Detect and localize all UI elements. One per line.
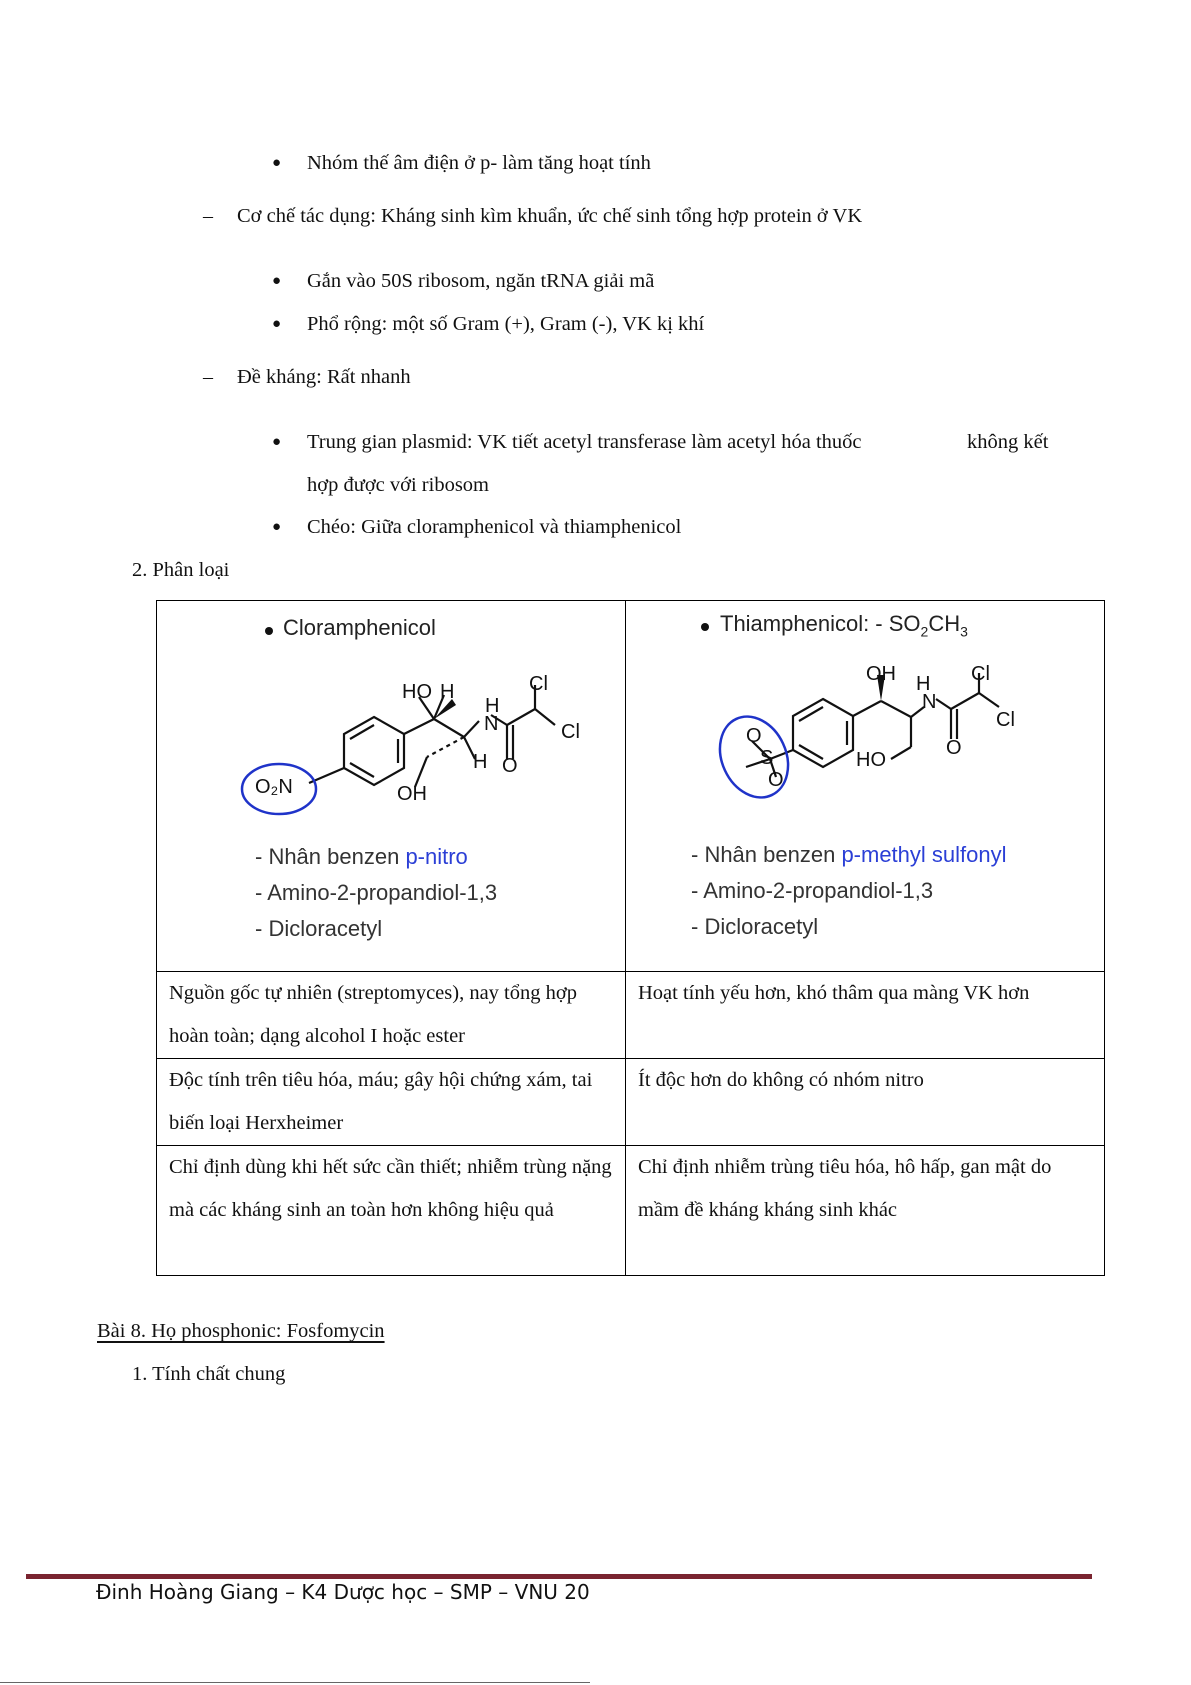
feature-text: - Amino-2-propandiol-1,3 [255, 880, 498, 905]
bullet-text: Nhóm thế âm điện ở p- làm tăng hoạt tính [307, 152, 651, 174]
table-cell: Ít độc hơn do không có nhóm nitro [626, 1059, 1105, 1146]
atom-cl: Cl [996, 709, 1015, 731]
atom-oh: OH [866, 663, 896, 685]
bullet-text: Phổ rộng: một số Gram (+), Gram (-), VK kị khí [307, 313, 705, 335]
atom-h: H [485, 695, 500, 717]
dash-mark: – [203, 366, 213, 388]
bullet-text: Chéo: Giữa cloramphenicol và thiamphenicol [307, 516, 682, 538]
atom-o: O [502, 755, 518, 777]
atom-oh: OH [397, 783, 427, 805]
title-text: Thiamphenicol: - SO [720, 611, 921, 636]
bullet-dot: ● [272, 519, 282, 535]
atom-ho: HO [856, 749, 886, 771]
structure-features [255, 839, 497, 947]
atom-cl: Cl [561, 721, 580, 743]
atom-cl: Cl [529, 673, 548, 695]
table-row [157, 1146, 1105, 1276]
atom-n: N [922, 691, 937, 713]
page-footer: Đinh Hoàng Giang – K4 Dược học – SMP – VNU 20 [96, 1580, 590, 1604]
structure-cell-right [626, 601, 1105, 972]
bullet-text: Trung gian plasmid: VK tiết acetyl transferase làm acetyl hóa thuốc [307, 431, 862, 453]
table-row [157, 1059, 1105, 1146]
footer-rule [26, 1574, 1092, 1579]
feature-text: - Dicloracetyl [255, 916, 383, 941]
structure-features [691, 837, 1007, 945]
page-edge-line [0, 1682, 590, 1683]
feature-text: - Amino-2-propandiol-1,3 [691, 878, 934, 903]
atom-o: O [768, 769, 784, 791]
atom-o: O [946, 737, 962, 759]
bullet-text: Gắn vào 50S ribosom, ngăn tRNA giải mã [307, 270, 655, 292]
atom-h: H [916, 673, 931, 695]
title-sub: 3 [960, 623, 968, 640]
bullet-dot: ● [272, 434, 282, 450]
bullet-dot [265, 627, 273, 635]
atom-o: O [746, 725, 762, 747]
structure-cell-left [157, 601, 626, 972]
bullet-dot: ● [272, 316, 282, 332]
title-sub: 2 [920, 623, 929, 640]
atom-h: H [440, 681, 455, 703]
table-cell: Nguồn gốc tự nhiên (streptomyces), nay tổng hợp hoàn toàn; dạng alcohol I hoặc ester [157, 972, 626, 1059]
bullet-dot: ● [272, 155, 282, 171]
atom-ho: HO [402, 681, 432, 703]
table-row [157, 972, 1105, 1059]
dash-mark: – [203, 205, 213, 227]
dash-text: Đề kháng: Rất nhanh [237, 366, 411, 388]
table-cell: Chỉ định dùng khi hết sức cần thiết; nhiễm trùng nặng mà các kháng sinh an toàn hơn không hiệu quả [157, 1146, 626, 1276]
feature-text: - Nhân benzen [691, 842, 842, 867]
section-heading: 2. Phân loại [132, 559, 230, 581]
bullet-text-continued: hợp được với ribosom [307, 474, 489, 496]
table-cell: Độc tính trên tiêu hóa, máu; gây hội chứng xám, tai biến loại Herxheimer [157, 1059, 626, 1146]
bullet-dot [701, 623, 709, 631]
table-cell: Chỉ định nhiễm trùng tiêu hóa, hô hấp, gan mật do mầm đề kháng kháng sinh khác [626, 1146, 1105, 1276]
feature-highlight: p-nitro [405, 844, 468, 869]
feature-highlight: p-methyl sulfonyl [841, 842, 1007, 867]
atom-n: N [484, 713, 499, 735]
title-tail: CH [928, 611, 961, 636]
bullet-text-tail: không kết [967, 431, 1049, 453]
feature-text: - Dicloracetyl [691, 914, 819, 939]
atom-cl: Cl [971, 663, 990, 685]
atom-h: H [473, 751, 488, 773]
subsection-heading: 1. Tính chất chung [132, 1363, 286, 1385]
section-title: Bài 8. Họ phosphonic: Fosfomycin [97, 1320, 385, 1342]
structure-title: Cloramphenicol [283, 615, 436, 640]
feature-text: - Nhân benzen [255, 844, 406, 869]
dash-text: Cơ chế tác dụng: Kháng sinh kìm khuẩn, ức chế sinh tổng hợp protein ở VK [237, 205, 863, 227]
structure-row [157, 601, 1105, 972]
atom-o2n: O₂N [255, 776, 293, 798]
bullet-dot: ● [272, 273, 282, 289]
atom-s: S [760, 747, 774, 769]
structure-title [720, 611, 968, 639]
table-cell: Hoạt tính yếu hơn, khó thâm qua màng VK hơn [626, 972, 1105, 1059]
classification-table [156, 600, 1105, 1276]
